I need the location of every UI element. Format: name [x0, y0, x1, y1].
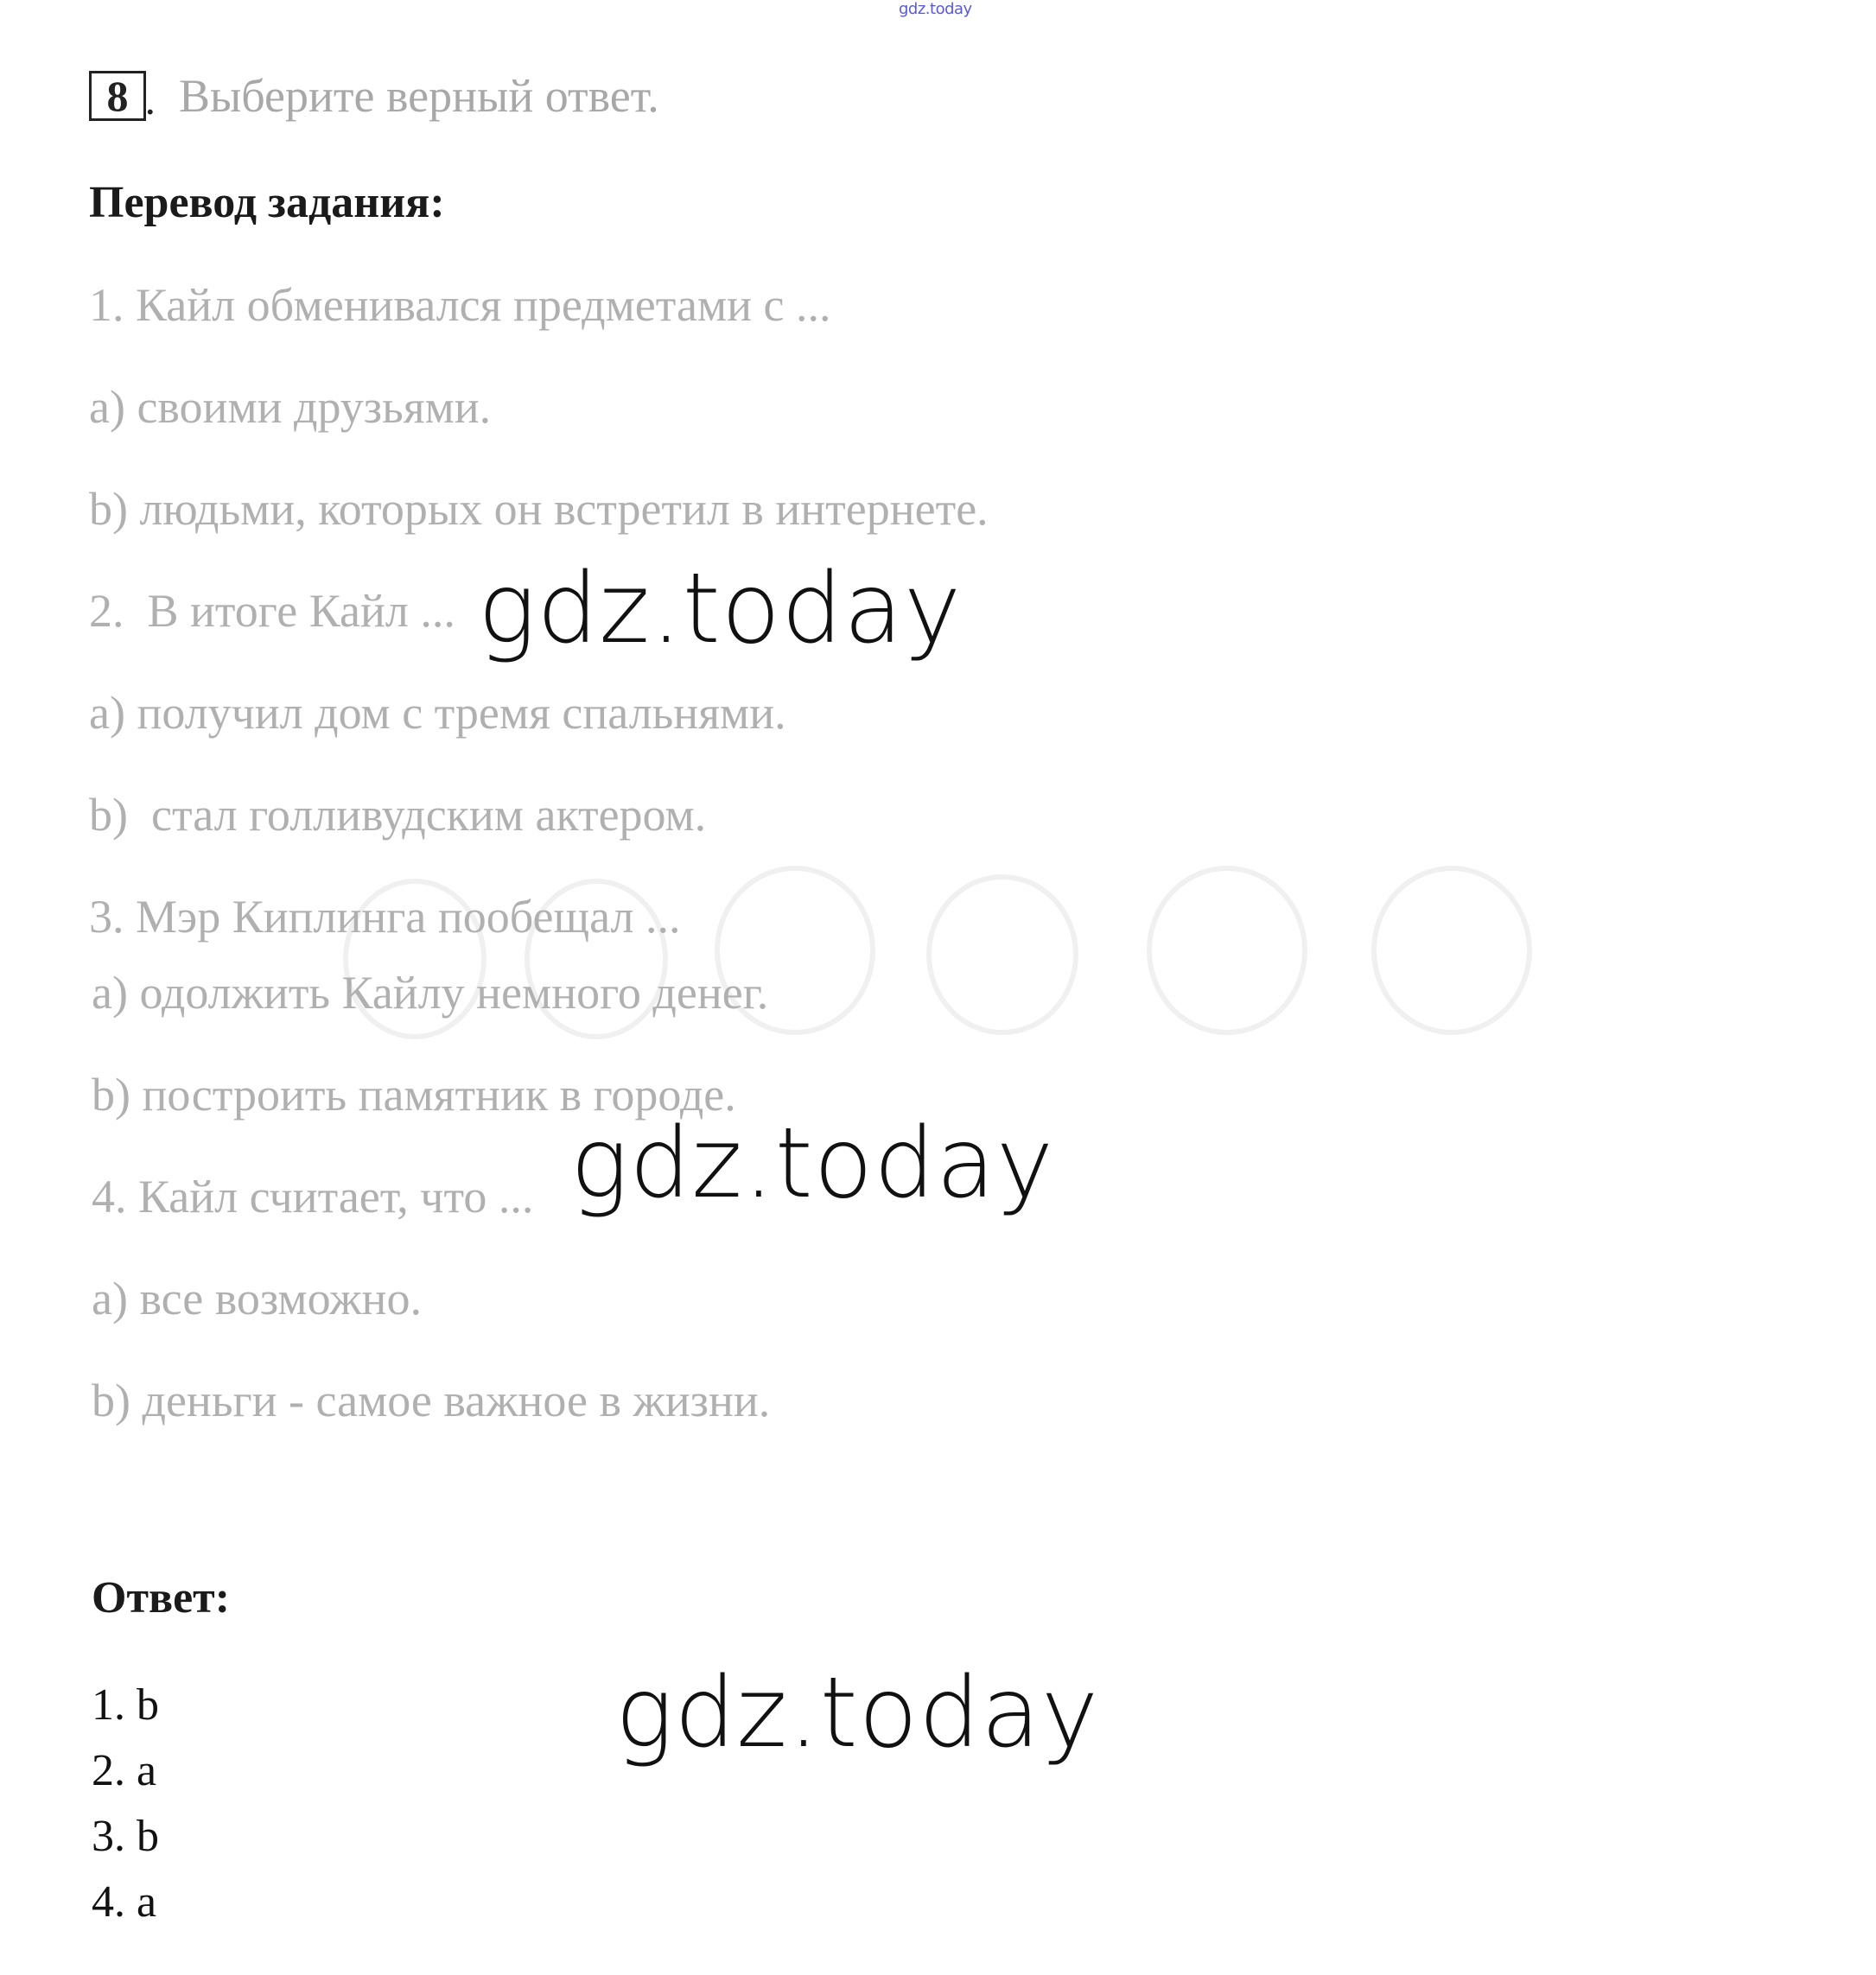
task-number-box: [89, 71, 156, 124]
task-number: 8: [106, 72, 129, 120]
watermark-2: gdz.today: [570, 1108, 1055, 1220]
question-3: 3. Мэр Киплинга пообещал ...: [89, 891, 681, 943]
question-1-option-a: a) своими друзьями.: [89, 381, 492, 433]
answer-3: 3. b: [92, 1812, 159, 1861]
question-2-option-b: b) стал голливудским актером.: [89, 789, 707, 841]
answer-heading: Ответ:: [92, 1573, 231, 1623]
question-4-option-a: a) все возможно.: [92, 1273, 422, 1324]
question-4: 4. Кайл считает, что ...: [92, 1171, 534, 1222]
question-2-option-a: a) получил дом с тремя спальнями.: [89, 687, 786, 739]
answer-2: 2. a: [92, 1746, 157, 1795]
answer-1: 1. b: [92, 1680, 159, 1730]
task-instruction: Выберите верный ответ.: [179, 70, 659, 122]
question-3-option-a: a) одолжить Кайлу немного денег.: [92, 967, 769, 1019]
watermark-1: gdz.today: [478, 553, 963, 665]
answer-4: 4. a: [92, 1877, 157, 1927]
question-2: 2. В итоге Кайл ...: [89, 585, 455, 637]
top-watermark: gdz.today: [899, 0, 972, 18]
task-number-dot: .: [144, 75, 156, 124]
watermark-3: gdz.today: [615, 1657, 1100, 1769]
question-1-option-b: b) людьми, которых он встретил в интернете.: [89, 483, 989, 535]
question-1: 1. Кайл обменивался предметами с ...: [89, 279, 831, 331]
question-3-option-b: b) построить памятник в городе.: [92, 1069, 736, 1121]
task-header: [89, 69, 659, 123]
translation-heading: Перевод задания:: [89, 178, 445, 227]
question-4-option-b: b) деньги - самое важное в жизни.: [92, 1375, 771, 1426]
